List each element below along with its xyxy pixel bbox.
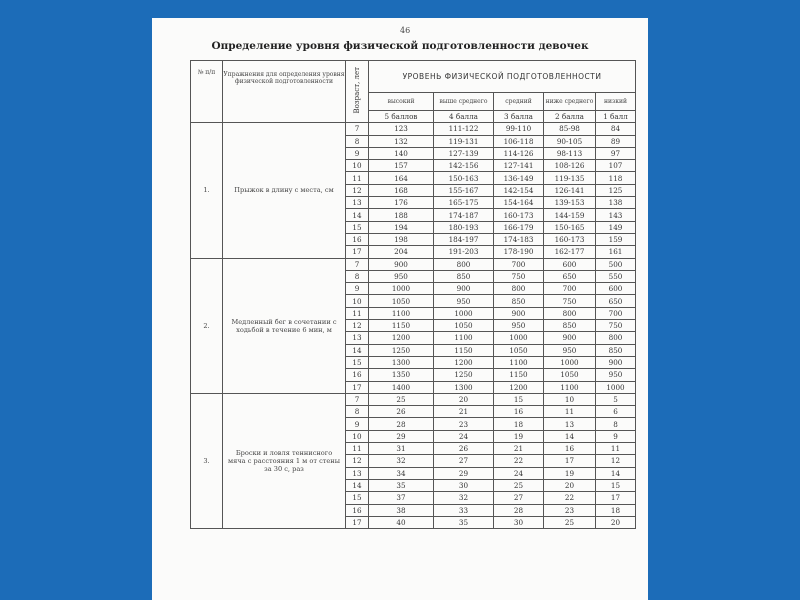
value-cell: 1050	[369, 295, 434, 307]
value-cell: 18	[494, 418, 544, 430]
exercise-name: Медленный бег в сочетании с ходьбой в течение 6 мин, м	[223, 258, 346, 393]
value-cell: 600	[544, 258, 596, 270]
value-cell: 24	[494, 467, 544, 479]
value-cell: 1100	[544, 381, 596, 393]
value-cell: 97	[596, 147, 636, 159]
value-cell: 15	[596, 479, 636, 491]
value-cell: 159	[596, 233, 636, 245]
value-cell: 700	[596, 307, 636, 319]
header-points-0: 5 баллов	[369, 111, 434, 123]
value-cell: 33	[434, 504, 494, 516]
value-cell: 198	[369, 233, 434, 245]
value-cell: 800	[544, 307, 596, 319]
value-cell: 180-193	[434, 221, 494, 233]
value-cell: 900	[494, 307, 544, 319]
value-cell: 29	[369, 430, 434, 442]
value-cell: 750	[544, 295, 596, 307]
value-cell: 18	[596, 504, 636, 516]
value-cell: 174-187	[434, 209, 494, 221]
value-cell: 1000	[544, 356, 596, 368]
header-level-4: низкий	[596, 93, 636, 111]
value-cell: 650	[544, 270, 596, 282]
value-cell: 118	[596, 172, 636, 184]
header-points-3: 2 балла	[544, 111, 596, 123]
value-cell: 800	[494, 283, 544, 295]
value-cell: 85-98	[544, 123, 596, 135]
value-cell: 19	[544, 467, 596, 479]
value-cell: 16	[544, 443, 596, 455]
value-cell: 900	[544, 332, 596, 344]
header-points-4: 1 балл	[596, 111, 636, 123]
value-cell: 150-165	[544, 221, 596, 233]
value-cell: 140	[369, 147, 434, 159]
value-cell: 11	[596, 443, 636, 455]
value-cell: 1400	[369, 381, 434, 393]
value-cell: 37	[369, 492, 434, 504]
exercise-name: Прыжок в длину с места, см	[223, 123, 346, 258]
value-cell: 950	[596, 369, 636, 381]
value-cell: 17	[544, 455, 596, 467]
header-level: УРОВЕНЬ ФИЗИЧЕСКОЙ ПОДГОТОВЛЕННОСТИ	[369, 61, 636, 93]
value-cell: 750	[596, 320, 636, 332]
value-cell: 29	[434, 467, 494, 479]
value-cell: 850	[544, 320, 596, 332]
value-cell: 90-105	[544, 135, 596, 147]
value-cell: 1250	[369, 344, 434, 356]
value-cell: 850	[494, 295, 544, 307]
value-cell: 1050	[494, 344, 544, 356]
value-cell: 14	[544, 430, 596, 442]
value-cell: 26	[369, 406, 434, 418]
value-cell: 1050	[544, 369, 596, 381]
age-cell: 7	[346, 258, 369, 270]
age-cell: 14	[346, 479, 369, 491]
value-cell: 1150	[434, 344, 494, 356]
value-cell: 150-163	[434, 172, 494, 184]
page-number: 46	[400, 26, 411, 35]
value-cell: 950	[434, 295, 494, 307]
header-level-2: средний	[494, 93, 544, 111]
value-cell: 1000	[434, 307, 494, 319]
value-cell: 1200	[434, 356, 494, 368]
value-cell: 106-118	[494, 135, 544, 147]
value-cell: 10	[544, 393, 596, 405]
header-points-1: 4 балла	[434, 111, 494, 123]
value-cell: 25	[369, 393, 434, 405]
age-cell: 8	[346, 135, 369, 147]
value-cell: 20	[434, 393, 494, 405]
age-cell: 7	[346, 123, 369, 135]
value-cell: 157	[369, 160, 434, 172]
header-exercise: Упражнения для определения уровня физической подготовленности	[223, 61, 346, 123]
value-cell: 142-156	[434, 160, 494, 172]
value-cell: 700	[544, 283, 596, 295]
age-cell: 11	[346, 443, 369, 455]
value-cell: 1300	[369, 356, 434, 368]
age-cell: 10	[346, 160, 369, 172]
age-cell: 13	[346, 332, 369, 344]
value-cell: 111-122	[434, 123, 494, 135]
value-cell: 155-167	[434, 184, 494, 196]
value-cell: 21	[434, 406, 494, 418]
value-cell: 1000	[596, 381, 636, 393]
header-points-2: 3 балла	[494, 111, 544, 123]
value-cell: 950	[544, 344, 596, 356]
value-cell: 1000	[494, 332, 544, 344]
age-cell: 9	[346, 147, 369, 159]
value-cell: 1000	[369, 283, 434, 295]
value-cell: 184-197	[434, 233, 494, 245]
value-cell: 162-177	[544, 246, 596, 258]
value-cell: 107	[596, 160, 636, 172]
age-cell: 17	[346, 516, 369, 528]
value-cell: 38	[369, 504, 434, 516]
value-cell: 24	[434, 430, 494, 442]
value-cell: 138	[596, 197, 636, 209]
value-cell: 166-179	[494, 221, 544, 233]
value-cell: 850	[596, 344, 636, 356]
age-cell: 15	[346, 356, 369, 368]
age-cell: 17	[346, 381, 369, 393]
value-cell: 126-141	[544, 184, 596, 196]
table-row	[191, 258, 636, 270]
value-cell: 23	[434, 418, 494, 430]
value-cell: 165-175	[434, 197, 494, 209]
value-cell: 650	[596, 295, 636, 307]
value-cell: 800	[434, 258, 494, 270]
value-cell: 26	[434, 443, 494, 455]
age-cell: 8	[346, 406, 369, 418]
value-cell: 204	[369, 246, 434, 258]
value-cell: 32	[434, 492, 494, 504]
value-cell: 194	[369, 221, 434, 233]
value-cell: 40	[369, 516, 434, 528]
age-cell: 15	[346, 492, 369, 504]
value-cell: 900	[369, 258, 434, 270]
value-cell: 30	[434, 479, 494, 491]
value-cell: 25	[544, 516, 596, 528]
value-cell: 119-135	[544, 172, 596, 184]
value-cell: 191-203	[434, 246, 494, 258]
value-cell: 108-126	[544, 160, 596, 172]
value-cell: 160-173	[494, 209, 544, 221]
value-cell: 850	[434, 270, 494, 282]
value-cell: 34	[369, 467, 434, 479]
value-cell: 1150	[494, 369, 544, 381]
value-cell: 1350	[369, 369, 434, 381]
value-cell: 31	[369, 443, 434, 455]
age-cell: 16	[346, 504, 369, 516]
header-level-0: высокий	[369, 93, 434, 111]
value-cell: 168	[369, 184, 434, 196]
value-cell: 164	[369, 172, 434, 184]
age-cell: 12	[346, 184, 369, 196]
age-cell: 14	[346, 344, 369, 356]
value-cell: 22	[494, 455, 544, 467]
value-cell: 950	[494, 320, 544, 332]
age-cell: 13	[346, 197, 369, 209]
value-cell: 149	[596, 221, 636, 233]
scanned-page	[152, 18, 648, 600]
value-cell: 30	[494, 516, 544, 528]
age-cell: 17	[346, 246, 369, 258]
age-cell: 16	[346, 233, 369, 245]
value-cell: 13	[544, 418, 596, 430]
value-cell: 144-159	[544, 209, 596, 221]
value-cell: 8	[596, 418, 636, 430]
value-cell: 161	[596, 246, 636, 258]
header-age: Возраст, лет	[346, 61, 369, 123]
value-cell: 600	[596, 283, 636, 295]
header-level-1: выше среднего	[434, 93, 494, 111]
exercise-number: 2.	[191, 258, 223, 393]
value-cell: 21	[494, 443, 544, 455]
value-cell: 123	[369, 123, 434, 135]
value-cell: 27	[434, 455, 494, 467]
value-cell: 22	[544, 492, 596, 504]
value-cell: 154-164	[494, 197, 544, 209]
age-cell: 11	[346, 172, 369, 184]
value-cell: 1100	[369, 307, 434, 319]
value-cell: 84	[596, 123, 636, 135]
exercise-number: 1.	[191, 123, 223, 258]
value-cell: 176	[369, 197, 434, 209]
value-cell: 32	[369, 455, 434, 467]
age-cell: 12	[346, 455, 369, 467]
value-cell: 6	[596, 406, 636, 418]
value-cell: 1300	[434, 381, 494, 393]
value-cell: 950	[369, 270, 434, 282]
value-cell: 27	[494, 492, 544, 504]
age-cell: 15	[346, 221, 369, 233]
value-cell: 1050	[434, 320, 494, 332]
age-cell: 10	[346, 295, 369, 307]
value-cell: 19	[494, 430, 544, 442]
value-cell: 500	[596, 258, 636, 270]
value-cell: 900	[596, 356, 636, 368]
age-cell: 13	[346, 467, 369, 479]
table-row	[191, 393, 636, 405]
value-cell: 20	[596, 516, 636, 528]
value-cell: 20	[544, 479, 596, 491]
value-cell: 11	[544, 406, 596, 418]
age-cell: 16	[346, 369, 369, 381]
age-cell: 8	[346, 270, 369, 282]
value-cell: 35	[369, 479, 434, 491]
value-cell: 28	[369, 418, 434, 430]
page-title: Определение уровня физической подготовленности девочек	[211, 40, 589, 52]
age-cell: 12	[346, 320, 369, 332]
fitness-table	[190, 60, 636, 529]
value-cell: 1100	[434, 332, 494, 344]
value-cell: 188	[369, 209, 434, 221]
value-cell: 114-126	[494, 147, 544, 159]
value-cell: 35	[434, 516, 494, 528]
value-cell: 25	[494, 479, 544, 491]
value-cell: 132	[369, 135, 434, 147]
exercise-name: Броски и ловля теннисного мяча с расстояния 1 м от стены за 30 с, раз	[223, 393, 346, 528]
value-cell: 28	[494, 504, 544, 516]
exercise-number: 3.	[191, 393, 223, 528]
age-cell: 10	[346, 430, 369, 442]
value-cell: 5	[596, 393, 636, 405]
value-cell: 750	[494, 270, 544, 282]
age-cell: 9	[346, 418, 369, 430]
age-cell: 7	[346, 393, 369, 405]
value-cell: 1150	[369, 320, 434, 332]
age-cell: 9	[346, 283, 369, 295]
value-cell: 127-141	[494, 160, 544, 172]
value-cell: 1250	[434, 369, 494, 381]
value-cell: 136-149	[494, 172, 544, 184]
value-cell: 1200	[369, 332, 434, 344]
value-cell: 160-173	[544, 233, 596, 245]
age-cell: 11	[346, 307, 369, 319]
value-cell: 800	[596, 332, 636, 344]
value-cell: 1200	[494, 381, 544, 393]
value-cell: 900	[434, 283, 494, 295]
value-cell: 550	[596, 270, 636, 282]
value-cell: 127-139	[434, 147, 494, 159]
value-cell: 178-190	[494, 246, 544, 258]
value-cell: 1100	[494, 356, 544, 368]
value-cell: 142-154	[494, 184, 544, 196]
value-cell: 23	[544, 504, 596, 516]
value-cell: 16	[494, 406, 544, 418]
value-cell: 12	[596, 455, 636, 467]
value-cell: 125	[596, 184, 636, 196]
value-cell: 14	[596, 467, 636, 479]
header-num: № п/п	[191, 61, 223, 123]
value-cell: 174-183	[494, 233, 544, 245]
value-cell: 98-113	[544, 147, 596, 159]
value-cell: 9	[596, 430, 636, 442]
value-cell: 89	[596, 135, 636, 147]
value-cell: 15	[494, 393, 544, 405]
value-cell: 139-153	[544, 197, 596, 209]
table-row	[191, 123, 636, 135]
header-level-3: ниже среднего	[544, 93, 596, 111]
value-cell: 143	[596, 209, 636, 221]
age-cell: 14	[346, 209, 369, 221]
value-cell: 700	[494, 258, 544, 270]
value-cell: 119-131	[434, 135, 494, 147]
value-cell: 17	[596, 492, 636, 504]
value-cell: 99-110	[494, 123, 544, 135]
